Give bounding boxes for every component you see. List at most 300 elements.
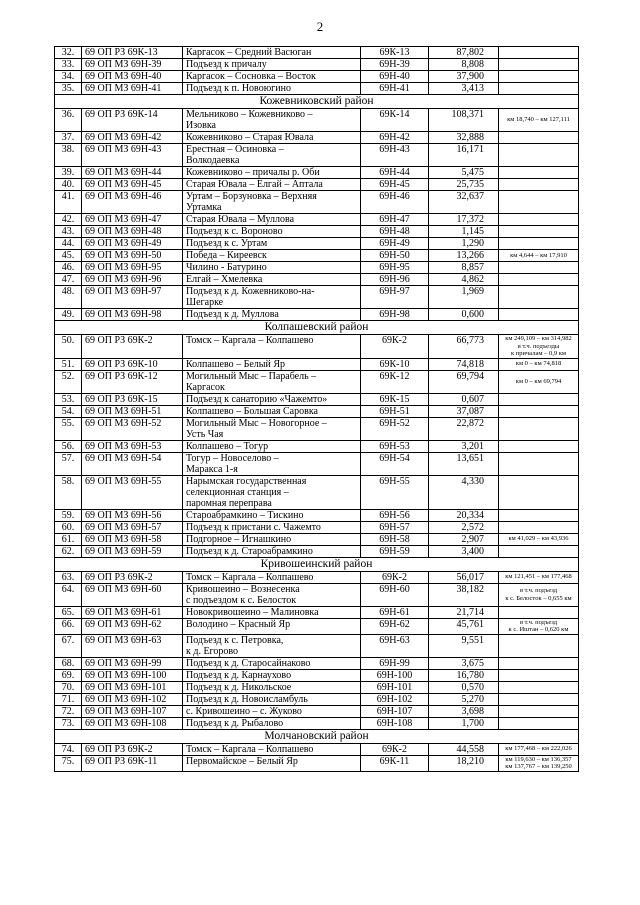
- registration-number-cell: 69 ОП МЗ 69Н-52: [82, 417, 183, 440]
- note-cell: [499, 755, 579, 771]
- note-cell: [499, 669, 579, 681]
- note-line: в т.ч. подъезд: [519, 618, 558, 626]
- registration-number-cell: 69 ОП МЗ 69Н-108: [82, 717, 183, 729]
- road-code-cell: 69Н-54: [361, 452, 429, 475]
- row-number-cell: 32.: [55, 47, 82, 59]
- registration-number-cell: 69 ОП МЗ 69Н-107: [82, 705, 183, 717]
- table-row: [55, 370, 579, 393]
- table-row: [55, 191, 579, 214]
- registration-number-cell: 69 ОП РЗ 69К-15: [82, 393, 183, 405]
- note-line: км 177,468 – км 222,026: [505, 745, 572, 753]
- row-number-cell: 47.: [55, 274, 82, 286]
- road-name-cell: [183, 167, 361, 179]
- road-name-cell: [183, 743, 361, 755]
- table-row: [55, 717, 579, 729]
- registration-number-cell: 69 ОП МЗ 69Н-41: [82, 83, 183, 95]
- road-name-cell: [183, 286, 361, 309]
- note-cell: [499, 191, 579, 214]
- road-code-cell: 69К-12: [361, 370, 429, 393]
- registration-number-cell: 69 ОП МЗ 69Н-46: [82, 191, 183, 214]
- road-name-cell: [183, 144, 361, 167]
- note-cell: [499, 705, 579, 717]
- note-cell: [499, 179, 579, 191]
- note-cell: [499, 545, 579, 557]
- road-code-cell: 69Н-45: [361, 179, 429, 191]
- registration-number-cell: 69 ОП РЗ 69К-11: [82, 755, 183, 771]
- length-km-cell: 18,210: [429, 755, 499, 771]
- length-km-cell: 37,900: [429, 71, 499, 83]
- row-number-cell: 42.: [55, 214, 82, 226]
- length-km-cell: 5,270: [429, 693, 499, 705]
- road-code-cell: 69Н-56: [361, 509, 429, 521]
- note-cell: [499, 274, 579, 286]
- road-name-cell: [183, 521, 361, 533]
- length-km-cell: 21,714: [429, 606, 499, 618]
- table-row: [55, 545, 579, 557]
- note-cell: [499, 109, 579, 132]
- road-code-cell: 69К-10: [361, 358, 429, 370]
- table-row: [55, 274, 579, 286]
- note-cell: [499, 743, 579, 755]
- road-name-cell: [183, 681, 361, 693]
- table-row: [55, 214, 579, 226]
- road-code-cell: 69К-13: [361, 47, 429, 59]
- road-code-cell: 69Н-40: [361, 71, 429, 83]
- row-number-cell: 36.: [55, 109, 82, 132]
- row-number-cell: 71.: [55, 693, 82, 705]
- note-cell: [499, 571, 579, 583]
- length-km-cell: 1,700: [429, 717, 499, 729]
- row-number-cell: 55.: [55, 417, 82, 440]
- length-km-cell: 13,651: [429, 452, 499, 475]
- road-code-cell: 69Н-59: [361, 545, 429, 557]
- note-cell: [499, 533, 579, 545]
- road-code-cell: 69К-15: [361, 393, 429, 405]
- length-km-cell: 4,862: [429, 274, 499, 286]
- note-line: км 4,644 – км 17,910: [510, 251, 567, 259]
- note-cell: [499, 717, 579, 729]
- note-line: км 0 – км 69,794: [515, 377, 562, 385]
- table-row: [55, 743, 579, 755]
- note-cell: [499, 393, 579, 405]
- road-name-cell: [183, 618, 361, 634]
- table-row: [55, 705, 579, 717]
- registration-number-cell: 69 ОП МЗ 69Н-63: [82, 634, 183, 657]
- note-cell: [499, 634, 579, 657]
- length-km-cell: 56,017: [429, 571, 499, 583]
- length-km-cell: 16,171: [429, 144, 499, 167]
- road-code-cell: 69К-2: [361, 571, 429, 583]
- road-name-cell: [183, 705, 361, 717]
- length-km-cell: 45,761: [429, 618, 499, 634]
- district-name: Колпашевский район: [55, 321, 579, 335]
- district-header-row: [55, 321, 579, 335]
- registration-number-cell: 69 ОП МЗ 69Н-96: [82, 274, 183, 286]
- road-name-cell: [183, 47, 361, 59]
- row-number-cell: 61.: [55, 533, 82, 545]
- road-name-line: Колпашево – Белый Яр: [186, 358, 286, 370]
- length-km-cell: 8,808: [429, 59, 499, 71]
- road-name-line: Могильный Мыс – Парабель –: [186, 370, 317, 382]
- table-row: [55, 167, 579, 179]
- road-code-cell: 69Н-41: [361, 83, 429, 95]
- registration-number-cell: 69 ОП МЗ 69Н-49: [82, 238, 183, 250]
- length-km-cell: 17,372: [429, 214, 499, 226]
- road-name-line: Усть Чая: [186, 428, 224, 440]
- road-name-line: Подъезд к д. Муллова: [186, 309, 279, 320]
- registration-number-cell: 69 ОП МЗ 69Н-44: [82, 167, 183, 179]
- row-number-cell: 69.: [55, 669, 82, 681]
- length-km-cell: 5,475: [429, 167, 499, 179]
- table-row: [55, 47, 579, 59]
- table-row: [55, 393, 579, 405]
- registration-number-cell: 69 ОП МЗ 69Н-45: [82, 179, 183, 191]
- district-header-row: [55, 95, 579, 109]
- table-row: [55, 238, 579, 250]
- row-number-cell: 46.: [55, 262, 82, 274]
- table-row: [55, 335, 579, 359]
- road-code-cell: 69Н-52: [361, 417, 429, 440]
- row-number-cell: 41.: [55, 191, 82, 214]
- roads-table: [54, 46, 579, 772]
- road-name-cell: [183, 571, 361, 583]
- note-cell: [499, 309, 579, 321]
- registration-number-cell: 69 ОП МЗ 69Н-40: [82, 71, 183, 83]
- road-name-line: Изовка: [186, 120, 216, 131]
- note-line: км 119,630 – км 136,357: [505, 755, 572, 763]
- road-name-line: Подъезд к д. Старосайнаково: [186, 657, 311, 669]
- road-name-line: Подъезд к причалу: [186, 59, 267, 70]
- road-code-cell: 69Н-101: [361, 681, 429, 693]
- road-code-cell: 69Н-55: [361, 475, 429, 509]
- length-km-cell: 38,182: [429, 583, 499, 606]
- length-km-cell: 66,773: [429, 335, 499, 359]
- note-cell: [499, 657, 579, 669]
- note-cell: [499, 370, 579, 393]
- table-row: [55, 669, 579, 681]
- length-km-cell: 16,780: [429, 669, 499, 681]
- note-cell: [499, 59, 579, 71]
- road-name-line: Подъезд к с. Вороново: [186, 226, 283, 237]
- row-number-cell: 59.: [55, 509, 82, 521]
- road-name-cell: [183, 634, 361, 657]
- registration-number-cell: 69 ОП МЗ 69Н-95: [82, 262, 183, 274]
- note-cell: [499, 475, 579, 509]
- road-name-cell: [183, 358, 361, 370]
- road-name-line: Маракса 1-я: [186, 463, 238, 475]
- table-row: [55, 405, 579, 417]
- note-cell: [499, 262, 579, 274]
- road-code-cell: 69К-14: [361, 109, 429, 132]
- road-name-line: Подъезд к д. Кожевниково-на-: [186, 286, 315, 297]
- road-name-cell: [183, 109, 361, 132]
- table-row: [55, 509, 579, 521]
- road-name-cell: [183, 717, 361, 729]
- road-name-cell: [183, 533, 361, 545]
- row-number-cell: 74.: [55, 743, 82, 755]
- road-name-line: Подгорное – Игнашкино: [186, 533, 292, 545]
- row-number-cell: 43.: [55, 226, 82, 238]
- table-row: [55, 475, 579, 509]
- table-row: [55, 618, 579, 634]
- registration-number-cell: 69 ОП МЗ 69Н-97: [82, 286, 183, 309]
- registration-number-cell: 69 ОП РЗ 69К-2: [82, 743, 183, 755]
- registration-number-cell: 69 ОП МЗ 69Н-48: [82, 226, 183, 238]
- table-row: [55, 109, 579, 132]
- note-cell: [499, 144, 579, 167]
- road-name-cell: [183, 606, 361, 618]
- road-code-cell: 69Н-39: [361, 59, 429, 71]
- road-name-line: Старая Ювала – Муллова: [186, 214, 295, 225]
- road-name-cell: [183, 545, 361, 557]
- registration-number-cell: 69 ОП РЗ 69К-12: [82, 370, 183, 393]
- road-name-cell: [183, 335, 361, 359]
- road-code-cell: 69Н-107: [361, 705, 429, 717]
- road-code-cell: 69Н-97: [361, 286, 429, 309]
- road-name-cell: [183, 657, 361, 669]
- table-row: [55, 358, 579, 370]
- length-km-cell: 1,145: [429, 226, 499, 238]
- road-name-line: Томск – Каргала – Колпашево: [186, 571, 314, 583]
- note-cell: [499, 226, 579, 238]
- note-cell: [499, 214, 579, 226]
- row-number-cell: 58.: [55, 475, 82, 509]
- district-header-row: [55, 557, 579, 571]
- registration-number-cell: 69 ОП МЗ 69Н-55: [82, 475, 183, 509]
- table-row: [55, 634, 579, 657]
- road-name-line: Подъезд к п. Новоюгино: [186, 83, 291, 94]
- table-row: [55, 83, 579, 95]
- road-name-cell: [183, 191, 361, 214]
- registration-number-cell: 69 ОП РЗ 69К-13: [82, 47, 183, 59]
- note-cell: [499, 693, 579, 705]
- road-code-cell: 69Н-96: [361, 274, 429, 286]
- row-number-cell: 44.: [55, 238, 82, 250]
- length-km-cell: 74,818: [429, 358, 499, 370]
- table-row: [55, 755, 579, 771]
- row-number-cell: 37.: [55, 132, 82, 144]
- table-row: [55, 693, 579, 705]
- table-row: [55, 417, 579, 440]
- road-name-line: Кожевниково – причалы р. Оби: [186, 167, 320, 178]
- road-name-cell: [183, 452, 361, 475]
- road-name-line: Подъезд к д. Карнаухово: [186, 669, 292, 681]
- length-km-cell: 32,637: [429, 191, 499, 214]
- row-number-cell: 34.: [55, 71, 82, 83]
- length-km-cell: 2,907: [429, 533, 499, 545]
- registration-number-cell: 69 ОП РЗ 69К-10: [82, 358, 183, 370]
- row-number-cell: 45.: [55, 250, 82, 262]
- registration-number-cell: 69 ОП МЗ 69Н-56: [82, 509, 183, 521]
- road-code-cell: 69Н-50: [361, 250, 429, 262]
- district-header-row: [55, 729, 579, 743]
- row-number-cell: 68.: [55, 657, 82, 669]
- row-number-cell: 75.: [55, 755, 82, 771]
- registration-number-cell: 69 ОП МЗ 69Н-61: [82, 606, 183, 618]
- note-cell: [499, 335, 579, 359]
- length-km-cell: 22,872: [429, 417, 499, 440]
- road-code-cell: 69Н-58: [361, 533, 429, 545]
- road-name-line: Томск – Каргала – Колпашево: [186, 335, 314, 346]
- road-name-line: с. Кривошеино – с. Жуково: [186, 705, 302, 717]
- road-name-cell: [183, 440, 361, 452]
- length-km-cell: 2,572: [429, 521, 499, 533]
- road-name-cell: [183, 509, 361, 521]
- note-cell: [499, 358, 579, 370]
- row-number-cell: 33.: [55, 59, 82, 71]
- row-number-cell: 67.: [55, 634, 82, 657]
- road-name-line: Подъезд к д. Никольское: [186, 681, 292, 693]
- note-cell: [499, 452, 579, 475]
- registration-number-cell: 69 ОП МЗ 69Н-50: [82, 250, 183, 262]
- road-code-cell: 69Н-48: [361, 226, 429, 238]
- length-km-cell: 0,607: [429, 393, 499, 405]
- road-name-cell: [183, 393, 361, 405]
- road-code-cell: 69К-11: [361, 755, 429, 771]
- road-name-line: Чилино - Батурино: [186, 262, 267, 273]
- district-name: Кривошеинский район: [55, 557, 579, 571]
- length-km-cell: 3,201: [429, 440, 499, 452]
- row-number-cell: 39.: [55, 167, 82, 179]
- table-row: [55, 226, 579, 238]
- registration-number-cell: 69 ОП МЗ 69Н-100: [82, 669, 183, 681]
- length-km-cell: 87,802: [429, 47, 499, 59]
- road-name-line: Каргасок – Сосновка – Восток: [186, 71, 316, 82]
- registration-number-cell: 69 ОП РЗ 69К-14: [82, 109, 183, 132]
- road-name-cell: [183, 274, 361, 286]
- note-cell: [499, 606, 579, 618]
- row-number-cell: 53.: [55, 393, 82, 405]
- note-line: км 18,740 – км 127,111: [507, 116, 570, 124]
- row-number-cell: 65.: [55, 606, 82, 618]
- road-code-cell: 69Н-57: [361, 521, 429, 533]
- table-row: [55, 452, 579, 475]
- length-km-cell: 8,857: [429, 262, 499, 274]
- registration-number-cell: 69 ОП МЗ 69Н-51: [82, 405, 183, 417]
- row-number-cell: 35.: [55, 83, 82, 95]
- note-cell: [499, 250, 579, 262]
- road-name-line: Первомайское – Белый Яр: [186, 755, 298, 767]
- note-cell: [499, 583, 579, 606]
- road-name-line: Волкодаевка: [186, 155, 240, 166]
- road-code-cell: 69Н-102: [361, 693, 429, 705]
- registration-number-cell: 69 ОП МЗ 69Н-102: [82, 693, 183, 705]
- road-name-line: Шегарке: [186, 297, 224, 308]
- note-cell: [499, 618, 579, 634]
- row-number-cell: 54.: [55, 405, 82, 417]
- row-number-cell: 64.: [55, 583, 82, 606]
- note-cell: [499, 47, 579, 59]
- length-km-cell: 108,371: [429, 109, 499, 132]
- road-name-cell: [183, 417, 361, 440]
- note-cell: [499, 521, 579, 533]
- district-name: Кожевниковский район: [55, 95, 579, 109]
- road-name-cell: [183, 83, 361, 95]
- table-row: [55, 179, 579, 191]
- road-code-cell: 69Н-49: [361, 238, 429, 250]
- road-name-line: Уртам – Борзуновка – Верхняя: [186, 191, 317, 202]
- road-name-line: Нарымская государственная: [186, 475, 307, 487]
- road-code-cell: 69Н-43: [361, 144, 429, 167]
- note-line: км 137,767 – км 139,250: [505, 763, 572, 770]
- road-code-cell: 69Н-63: [361, 634, 429, 657]
- note-cell: [499, 417, 579, 440]
- road-name-line: паромная переправа: [186, 497, 272, 509]
- road-code-cell: 69К-2: [361, 743, 429, 755]
- road-name-line: Подъезд к с. Уртам: [186, 238, 268, 249]
- road-name-cell: [183, 250, 361, 262]
- table-row: [55, 262, 579, 274]
- note-line: км 249,109 – км 314,982: [505, 335, 572, 342]
- note-cell: [499, 167, 579, 179]
- road-name-cell: [183, 262, 361, 274]
- note-line: км 0 – км 74,818: [515, 360, 562, 368]
- table-row: [55, 657, 579, 669]
- table-row: [55, 521, 579, 533]
- registration-number-cell: 69 ОП МЗ 69Н-98: [82, 309, 183, 321]
- length-km-cell: 0,600: [429, 309, 499, 321]
- road-name-line: Елгай – Хмелевка: [186, 274, 263, 285]
- length-km-cell: 3,400: [429, 545, 499, 557]
- row-number-cell: 56.: [55, 440, 82, 452]
- registration-number-cell: 69 ОП МЗ 69Н-47: [82, 214, 183, 226]
- road-name-line: Каргасок – Средний Васюган: [186, 47, 312, 58]
- road-name-line: Кожевниково – Старая Ювала: [186, 132, 314, 143]
- row-number-cell: 51.: [55, 358, 82, 370]
- length-km-cell: 44,558: [429, 743, 499, 755]
- road-name-cell: [183, 309, 361, 321]
- length-km-cell: 1,969: [429, 286, 499, 309]
- road-name-line: Ерестная – Осиновка –: [186, 144, 284, 155]
- road-code-cell: 69Н-53: [361, 440, 429, 452]
- table-row: [55, 606, 579, 618]
- length-km-cell: 3,675: [429, 657, 499, 669]
- note-line: км 41,029 – км 43,936: [508, 535, 569, 543]
- road-name-line: Уртамка: [186, 202, 222, 213]
- registration-number-cell: 69 ОП МЗ 69Н-101: [82, 681, 183, 693]
- row-number-cell: 73.: [55, 717, 82, 729]
- road-name-line: Томск – Каргала – Колпашево: [186, 743, 314, 755]
- road-name-line: Подъезд к д. Новоисламбуль: [186, 693, 308, 705]
- road-name-line: Колпашево – Большая Саровка: [186, 405, 318, 417]
- note-cell: [499, 405, 579, 417]
- district-name: Молчановский район: [55, 729, 579, 743]
- road-code-cell: 69Н-62: [361, 618, 429, 634]
- table-row: [55, 132, 579, 144]
- row-number-cell: 66.: [55, 618, 82, 634]
- table-row: [55, 144, 579, 167]
- registration-number-cell: 69 ОП РЗ 69К-2: [82, 335, 183, 359]
- note-cell: [499, 238, 579, 250]
- road-name-line: Мельниково – Кожевниково –: [186, 109, 313, 120]
- registration-number-cell: 69 ОП МЗ 69Н-58: [82, 533, 183, 545]
- row-number-cell: 60.: [55, 521, 82, 533]
- length-km-cell: 9,551: [429, 634, 499, 657]
- page-number: 2: [316, 19, 324, 34]
- row-number-cell: 62.: [55, 545, 82, 557]
- note-line: км 121,451 – км 177,468: [505, 573, 572, 581]
- road-name-line: Колпашево – Тогур: [186, 440, 269, 452]
- road-name-line: Каргасок: [186, 381, 225, 393]
- table-row: [55, 286, 579, 309]
- row-number-cell: 57.: [55, 452, 82, 475]
- length-km-cell: 32,888: [429, 132, 499, 144]
- road-name-cell: [183, 693, 361, 705]
- road-name-cell: [183, 238, 361, 250]
- road-name-line: селекционная станция –: [186, 486, 289, 498]
- road-name-line: Кривошеино – Вознесенка: [186, 583, 300, 595]
- length-km-cell: 1,290: [429, 238, 499, 250]
